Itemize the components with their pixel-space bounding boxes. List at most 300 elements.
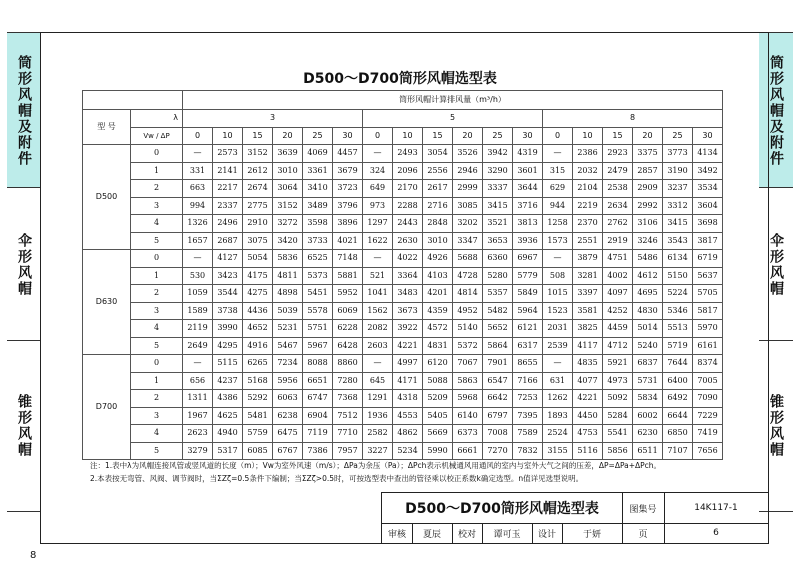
table-cell: 5039	[273, 302, 303, 320]
table-cell: 6511	[633, 442, 663, 460]
table-cell: 4625	[213, 407, 243, 425]
model-name: D700	[83, 355, 131, 460]
table-cell: 1311	[183, 390, 213, 408]
table-cell: 2032	[573, 162, 603, 180]
table-row	[83, 250, 723, 268]
table-cell: 5357	[483, 285, 513, 303]
table-cell: 6134	[663, 250, 693, 268]
table-cell: 3155	[543, 442, 573, 460]
table-cell: 4069	[303, 145, 333, 163]
table-cell: 2337	[213, 197, 243, 215]
table-cell: 2630	[393, 232, 423, 250]
table-cell: 4916	[243, 337, 273, 355]
note-line: 2.本表按无弯管、风阀、调节阀时，当ΣZζ=0.5条件下编制；当ΣZζ>0.5时，可按选型表中查出的管径乘以校正系数k确定选型。n值详见选型说明。	[90, 474, 584, 483]
column-header: 0	[363, 127, 393, 145]
table-cell: 6002	[633, 407, 663, 425]
table-cell: 3601	[513, 162, 543, 180]
table-cell: 5373	[303, 267, 333, 285]
table-cell: 1936	[363, 407, 393, 425]
table-cell: 7270	[483, 442, 513, 460]
table-cell: 3825	[573, 320, 603, 338]
column-header: 15	[603, 127, 633, 145]
table-row	[83, 407, 723, 425]
table-row	[83, 232, 723, 250]
table-cell: 3290	[483, 162, 513, 180]
selection-table-wrapper	[82, 90, 722, 460]
table-cell: 4926	[423, 250, 453, 268]
table-cell: 2687	[213, 232, 243, 250]
table-cell: 1967	[183, 407, 213, 425]
table-cell: 2999	[453, 180, 483, 198]
table-cell: 3364	[393, 267, 423, 285]
wind-speed-cell: 1	[131, 162, 183, 180]
table-cell: 2910	[243, 215, 273, 233]
column-header: 30	[513, 127, 543, 145]
table-cell: 2909	[633, 180, 663, 198]
table-cell: 1015	[543, 285, 573, 303]
table-cell: 5863	[453, 372, 483, 390]
table-cell: 4252	[603, 302, 633, 320]
check-label: 校对	[452, 523, 483, 544]
section-tab-label: 锥形风帽	[16, 394, 32, 458]
table-cell: 3598	[303, 215, 333, 233]
table-cell: 5234	[393, 442, 423, 460]
table-cell: 4572	[423, 320, 453, 338]
checker-name: 谭可玉	[482, 523, 533, 544]
table-cell: —	[363, 250, 393, 268]
table-cell: 2096	[393, 162, 423, 180]
table-cell: 2370	[573, 215, 603, 233]
table-cell: 2649	[183, 337, 213, 355]
table-cell: 3644	[513, 180, 543, 198]
section-tab-tube-hood[interactable]	[7, 32, 41, 188]
table-cell: 663	[183, 180, 213, 198]
wind-speed-cell: 1	[131, 267, 183, 285]
table-cell: 2946	[453, 162, 483, 180]
table-cell: 3534	[693, 180, 723, 198]
table-cell: 6661	[453, 442, 483, 460]
selection-table	[82, 90, 723, 460]
table-cell: 649	[363, 180, 393, 198]
table-cell: 5088	[423, 372, 453, 390]
table-cell: 7644	[663, 355, 693, 373]
table-cell: 7229	[693, 407, 723, 425]
model-header: 型 号	[83, 110, 131, 145]
table-cell: 6475	[273, 425, 303, 443]
table-cell: 5751	[303, 320, 333, 338]
table-cell: 5405	[423, 407, 453, 425]
table-cell: 6797	[483, 407, 513, 425]
table-cell: 3246	[633, 232, 663, 250]
column-header: 20	[273, 127, 303, 145]
notes	[90, 459, 730, 485]
table-cell: 6085	[243, 442, 273, 460]
table-cell: 7901	[483, 355, 513, 373]
table-row	[83, 180, 723, 198]
table-cell: 7107	[663, 442, 693, 460]
table-cell: 2539	[543, 337, 573, 355]
table-cell: 5346	[663, 302, 693, 320]
table-cell: 1589	[183, 302, 213, 320]
table-cell: 1059	[183, 285, 213, 303]
table-cell: 3272	[273, 215, 303, 233]
table-cell: 7234	[273, 355, 303, 373]
super-header: 筒形风帽计算排风量（m³/h）	[183, 91, 723, 110]
table-cell: 1622	[363, 232, 393, 250]
table-cell: 3375	[633, 145, 663, 163]
table-cell: 3190	[663, 162, 693, 180]
column-header: 25	[303, 127, 333, 145]
table-cell: 5669	[423, 425, 453, 443]
column-header: 30	[333, 127, 363, 145]
table-row	[83, 267, 723, 285]
table-cell: 4712	[603, 337, 633, 355]
table-cell: 5513	[663, 320, 693, 338]
table-cell: 3673	[393, 302, 423, 320]
wind-speed-cell: 4	[131, 425, 183, 443]
column-header: 10	[213, 127, 243, 145]
table-cell: 629	[543, 180, 573, 198]
table-cell: —	[183, 250, 213, 268]
wind-speed-cell: 5	[131, 337, 183, 355]
table-cell: 5864	[483, 337, 513, 355]
wind-speed-cell: 1	[131, 372, 183, 390]
table-cell: 8374	[693, 355, 723, 373]
table-cell: 5292	[243, 390, 273, 408]
table-cell: 7148	[333, 250, 363, 268]
table-cell: 4612	[633, 267, 663, 285]
table-cell: 944	[543, 197, 573, 215]
table-cell: 1326	[183, 215, 213, 233]
group-header: 3	[183, 110, 363, 128]
table-cell: 2386	[573, 145, 603, 163]
section-tab-label: 锥形风帽	[768, 394, 784, 458]
table-cell: 2716	[423, 197, 453, 215]
table-cell: 5652	[483, 320, 513, 338]
table-cell: 3492	[693, 162, 723, 180]
table-cell: 2493	[393, 145, 423, 163]
table-cell: 1291	[363, 390, 393, 408]
table-cell: 5140	[453, 320, 483, 338]
table-cell: 2775	[243, 197, 273, 215]
table-cell: 3347	[453, 232, 483, 250]
table-cell: 3152	[273, 197, 303, 215]
wind-speed-cell: 2	[131, 180, 183, 198]
table-cell: 521	[363, 267, 393, 285]
table-cell: 4831	[423, 337, 453, 355]
table-cell: 6428	[333, 337, 363, 355]
table-cell: 4221	[393, 337, 423, 355]
table-cell: 4835	[573, 355, 603, 373]
table-cell: 4127	[213, 250, 243, 268]
table-cell: 6265	[243, 355, 273, 373]
table-cell: 4221	[573, 390, 603, 408]
table-cell: 3423	[213, 267, 243, 285]
table-row	[83, 442, 723, 460]
table-cell: 3936	[513, 232, 543, 250]
table-row	[83, 162, 723, 180]
table-cell: 5956	[273, 372, 303, 390]
table-cell: 1297	[363, 215, 393, 233]
table-cell: 3281	[573, 267, 603, 285]
table-row	[83, 372, 723, 390]
table-cell: 2674	[243, 180, 273, 198]
dp-label: ΔP	[160, 131, 170, 140]
table-cell: 3279	[183, 442, 213, 460]
wind-speed-cell: 3	[131, 302, 183, 320]
table-cell: 4862	[393, 425, 423, 443]
atlas-label: 图集号	[622, 493, 665, 524]
table-cell: 5849	[513, 285, 543, 303]
table-cell: 6069	[333, 302, 363, 320]
table-cell: 2623	[183, 425, 213, 443]
table-cell: 3312	[663, 197, 693, 215]
column-header: 20	[453, 127, 483, 145]
table-cell: 6238	[273, 407, 303, 425]
table-cell: 3397	[573, 285, 603, 303]
table-cell: 6837	[633, 355, 663, 373]
table-cell: 4751	[603, 250, 633, 268]
table-cell: 2119	[183, 320, 213, 338]
v-label: Vw	[143, 131, 154, 140]
page-number: 8	[30, 550, 37, 561]
table-cell: 4811	[273, 267, 303, 285]
column-header: 10	[573, 127, 603, 145]
table-cell: 7119	[303, 425, 333, 443]
table-cell: 3773	[663, 145, 693, 163]
table-cell: 5240	[633, 337, 663, 355]
reviewer-name: 夏辰	[412, 523, 453, 544]
column-header: 15	[243, 127, 273, 145]
table-row	[83, 145, 723, 163]
note-line: 注：1.表中λ为风帽连接风管或竖风道的长度（m）；Vw为室外风速（m/s）；ΔPa为余压（Pa）；ΔPch表示机械通风用通风的室内与室外大气之间的压差，ΔP=ΔPa+ΔPch。	[90, 461, 662, 470]
table-cell: 2762	[603, 215, 633, 233]
group-header: 8	[543, 110, 723, 128]
table-cell: 2617	[423, 180, 453, 198]
table-cell: 5759	[243, 425, 273, 443]
table-cell: 5541	[603, 425, 633, 443]
table-cell: 7957	[333, 442, 363, 460]
table-cell: 4237	[213, 372, 243, 390]
table-row	[83, 320, 723, 338]
table-cell: 6644	[663, 407, 693, 425]
table-cell: 3604	[693, 197, 723, 215]
table-cell: 5952	[333, 285, 363, 303]
table-cell: —	[543, 250, 573, 268]
table-cell: 3879	[573, 250, 603, 268]
table-cell: 3526	[453, 145, 483, 163]
table-cell: 6547	[483, 372, 513, 390]
table-cell: 2524	[543, 425, 573, 443]
table-cell: 6228	[333, 320, 363, 338]
table-cell: 6140	[453, 407, 483, 425]
table-cell: 3733	[303, 232, 333, 250]
section-tab-label: 筒形风帽及附件	[768, 54, 784, 167]
atlas-number: 14K117-1	[664, 493, 768, 524]
title-block	[381, 492, 768, 543]
table-cell: 1262	[543, 390, 573, 408]
table-cell: 2082	[363, 320, 393, 338]
wind-speed-cell: 3	[131, 407, 183, 425]
table-cell: 6492	[663, 390, 693, 408]
table-cell: 7280	[333, 372, 363, 390]
wind-speed-cell: 5	[131, 442, 183, 460]
table-cell: 3716	[513, 197, 543, 215]
table-cell: 2141	[213, 162, 243, 180]
review-label: 审核	[382, 523, 413, 544]
table-cell: 656	[183, 372, 213, 390]
table-cell: 5964	[513, 302, 543, 320]
designer-name: 于妍	[562, 523, 623, 544]
table-cell: 2288	[393, 197, 423, 215]
table-cell: 3639	[273, 145, 303, 163]
table-cell: 5881	[333, 267, 363, 285]
wind-speed-cell: 4	[131, 320, 183, 338]
table-cell: 3544	[213, 285, 243, 303]
column-header: 25	[483, 127, 513, 145]
wind-speed-cell: 0	[131, 250, 183, 268]
titleblock-page-number: 6	[664, 523, 768, 544]
table-cell: 3483	[393, 285, 423, 303]
lambda-corner	[131, 110, 183, 128]
table-cell: 5284	[603, 407, 633, 425]
table-cell: 7253	[513, 390, 543, 408]
column-header: 25	[663, 127, 693, 145]
table-cell: 4457	[333, 145, 363, 163]
table-cell: 5014	[633, 320, 663, 338]
table-cell: 7710	[333, 425, 363, 443]
lambda-label: λ	[173, 113, 178, 122]
table-cell: 4134	[693, 145, 723, 163]
table-cell: 4695	[633, 285, 663, 303]
table-cell: 994	[183, 197, 213, 215]
table-cell: 6063	[273, 390, 303, 408]
table-cell: 4097	[603, 285, 633, 303]
table-cell: 1893	[543, 407, 573, 425]
table-cell: 4295	[213, 337, 243, 355]
table-cell: —	[363, 355, 393, 373]
table-cell: 7386	[303, 442, 333, 460]
wind-speed-cell: 0	[131, 145, 183, 163]
wind-speed-cell: 2	[131, 285, 183, 303]
table-cell: 5317	[213, 442, 243, 460]
table-cell: 645	[363, 372, 393, 390]
table-cell: 3237	[663, 180, 693, 198]
table-row	[83, 425, 723, 443]
table-cell: —	[183, 355, 213, 373]
table-cell: 4103	[423, 267, 453, 285]
table-cell: 5719	[663, 337, 693, 355]
table-cell: 631	[543, 372, 573, 390]
table-cell: 3817	[693, 232, 723, 250]
left-section-tabs	[7, 32, 41, 567]
table-cell: —	[183, 145, 213, 163]
table-cell: 1573	[543, 232, 573, 250]
table-cell: 3337	[483, 180, 513, 198]
table-cell: 5280	[483, 267, 513, 285]
table-cell: 315	[543, 162, 573, 180]
titleblock-main-title: D500～D700筒形风帽选型表	[382, 493, 623, 524]
table-cell: 5115	[213, 355, 243, 373]
wind-speed-cell: 3	[131, 197, 183, 215]
table-cell: 5578	[303, 302, 333, 320]
table-cell: 4898	[273, 285, 303, 303]
table-cell: 3679	[333, 162, 363, 180]
section-tab-cone-hood[interactable]	[7, 340, 41, 512]
table-cell: 5637	[693, 267, 723, 285]
page-label: 页	[622, 523, 665, 544]
table-cell: 4997	[393, 355, 423, 373]
table-cell: 4450	[573, 407, 603, 425]
table-cell: 3415	[663, 215, 693, 233]
wind-speed-cell: 2	[131, 390, 183, 408]
column-header: 0	[543, 127, 573, 145]
table-cell: 1562	[363, 302, 393, 320]
table-cell: 4553	[393, 407, 423, 425]
table-cell: 3543	[663, 232, 693, 250]
table-cell: 5092	[603, 390, 633, 408]
table-cell: 3698	[693, 215, 723, 233]
table-cell: 5705	[693, 285, 723, 303]
table-cell: 3085	[453, 197, 483, 215]
section-tab-umbrella-hood[interactable]	[7, 187, 41, 341]
table-cell: 2612	[243, 162, 273, 180]
table-cell: 7067	[453, 355, 483, 373]
table-cell: 3420	[273, 232, 303, 250]
table-cell: 5481	[243, 407, 273, 425]
table-cell: 5970	[693, 320, 723, 338]
page-title: D500～D700筒形风帽选型表	[303, 71, 497, 87]
column-header: 15	[423, 127, 453, 145]
table-cell: 6719	[693, 250, 723, 268]
table-cell: 3410	[303, 180, 333, 198]
table-cell: 2923	[603, 145, 633, 163]
table-cell: 6400	[663, 372, 693, 390]
table-cell: 4973	[603, 372, 633, 390]
table-cell: 5231	[273, 320, 303, 338]
table-cell: 2217	[213, 180, 243, 198]
table-cell: 5967	[303, 337, 333, 355]
table-cell: 4652	[243, 320, 273, 338]
table-cell: —	[543, 145, 573, 163]
table-row	[83, 197, 723, 215]
table-cell: 7832	[513, 442, 543, 460]
table-cell: 4275	[243, 285, 273, 303]
table-row	[83, 285, 723, 303]
dp-v-corner: Vw / ΔP	[131, 127, 183, 145]
column-header: 10	[393, 127, 423, 145]
table-cell: 6373	[453, 425, 483, 443]
table-cell: 1258	[543, 215, 573, 233]
table-cell: 7008	[483, 425, 513, 443]
table-cell: 3227	[363, 442, 393, 460]
table-cell: 6642	[483, 390, 513, 408]
table-cell: 2538	[603, 180, 633, 198]
table-cell: 7589	[513, 425, 543, 443]
table-cell: 2443	[393, 215, 423, 233]
table-cell: 5116	[573, 442, 603, 460]
table-cell: 7512	[333, 407, 363, 425]
table-cell: 3942	[483, 145, 513, 163]
table-cell: 4319	[513, 145, 543, 163]
table-cell: 7419	[693, 425, 723, 443]
table-row	[83, 215, 723, 233]
table-cell: 3064	[273, 180, 303, 198]
table-cell: 4171	[393, 372, 423, 390]
table-cell: 5779	[513, 267, 543, 285]
table-cell: 6850	[663, 425, 693, 443]
table-cell: 2170	[393, 180, 423, 198]
